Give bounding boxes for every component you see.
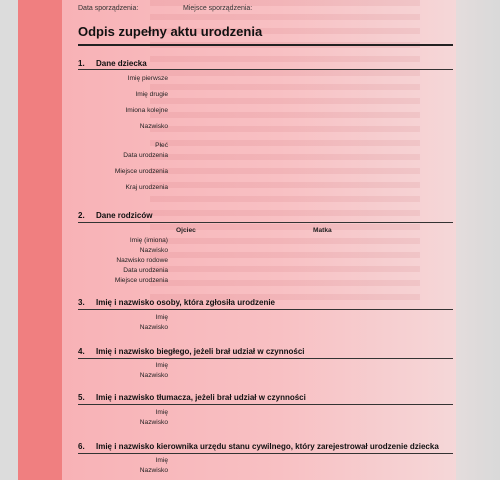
document-title: Odpis zupełny aktu urodzenia xyxy=(78,24,263,39)
section-rule xyxy=(78,358,453,359)
field-label: Imię xyxy=(155,362,168,369)
section-title: Imię i nazwisko osoby, która zgłosiła urodzenie xyxy=(96,298,276,307)
section-child-data-heading xyxy=(78,59,147,68)
section-number: 3. xyxy=(78,298,85,307)
field-label: Imię xyxy=(155,314,168,321)
red-side-band xyxy=(18,0,62,480)
column-mother: Matka xyxy=(313,227,332,234)
field-label: Imię (imiona) xyxy=(129,237,168,244)
field-label: Nazwisko xyxy=(139,123,168,130)
field-label: Imiona kolejne xyxy=(125,107,168,114)
section-title: Dane rodziców xyxy=(96,211,153,220)
field-label: Imię pierwsze xyxy=(127,75,168,82)
field-label: Nazwisko xyxy=(139,247,168,254)
field-label: Miejsce urodzenia xyxy=(114,277,168,284)
section-title: Dane dziecka xyxy=(96,59,147,68)
field-label: Imię xyxy=(155,409,168,416)
section-title: Imię i nazwisko biegłego, jeżeli brał udział w czynności xyxy=(96,347,305,356)
section-rule xyxy=(78,309,453,310)
section-number: 6. xyxy=(78,442,85,451)
date-label: Data sporządzenia: xyxy=(78,5,139,12)
section-parents-heading xyxy=(78,211,152,220)
column-father: Ojciec xyxy=(176,227,196,234)
section-title: Imię i nazwisko kierownika urzędu stanu cywilnego, który zarejestrował urodzenie dziecka xyxy=(96,442,439,451)
field-label: Data urodzenia xyxy=(123,152,168,159)
title-rule xyxy=(78,44,453,46)
field-label: Miejsce urodzenia xyxy=(114,168,168,175)
place-label: Miejsce sporządzenia: xyxy=(183,5,253,12)
section-rule xyxy=(78,453,453,454)
section-number: 2. xyxy=(78,211,85,220)
section-rule xyxy=(78,69,453,70)
section-expert-heading xyxy=(78,347,305,356)
field-label: Imię xyxy=(155,457,168,464)
section-number: 4. xyxy=(78,347,85,356)
page-edge xyxy=(456,0,500,480)
section-registrar-heading xyxy=(78,442,439,451)
field-label: Nazwisko xyxy=(139,419,168,426)
field-label: Nazwisko xyxy=(139,467,168,474)
field-label: Nazwisko xyxy=(139,372,168,379)
section-rule xyxy=(78,222,453,223)
field-label: Nazwisko xyxy=(139,324,168,331)
section-rule xyxy=(78,404,453,405)
field-label: Imię drugie xyxy=(135,91,168,98)
field-label: Nazwisko rodowe xyxy=(116,257,168,264)
field-label: Płeć xyxy=(155,142,168,149)
section-number: 5. xyxy=(78,393,85,402)
page-background xyxy=(0,0,18,480)
field-label: Data urodzenia xyxy=(123,267,168,274)
section-reporter-heading xyxy=(78,298,275,307)
section-translator-heading xyxy=(78,393,306,402)
section-number: 1. xyxy=(78,59,85,68)
field-label: Kraj urodzenia xyxy=(125,184,168,191)
section-title: Imię i nazwisko tłumacza, jeżeli brał udział w czynności xyxy=(96,393,306,402)
